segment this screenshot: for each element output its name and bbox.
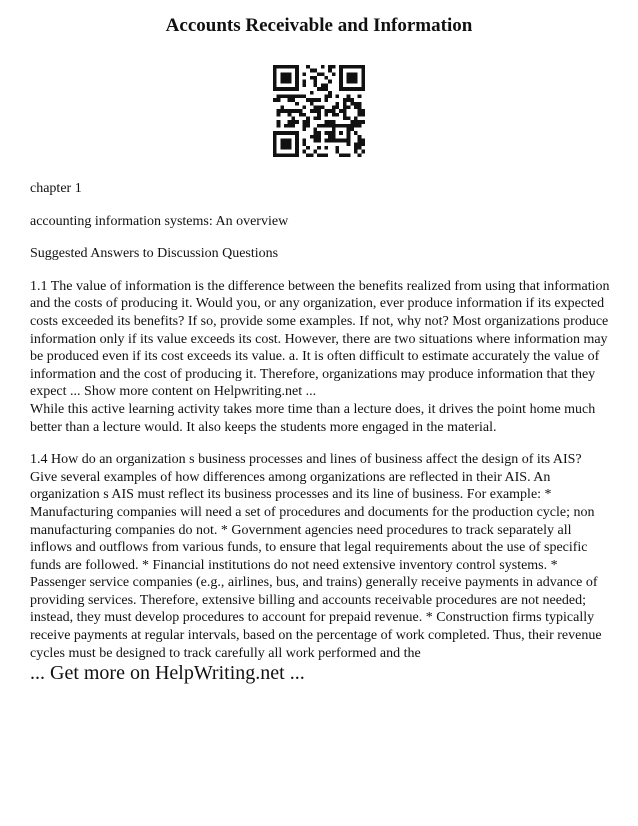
page-title: Accounts Receivable and Information <box>165 15 473 36</box>
qr-code-graphic <box>273 65 365 157</box>
paragraph: 1.4 How do an organization s business processes and lines of business affect the design of its AIS? Give several examples of how differences among organizations are reflected in their AIS. An organization s AIS must reflect its business processes and its line of business. For example: * Manufacturing companies will need a set of procedures and documents for the production cycle; non manufacturing companies do not. * Government agencies need procedures to track separately all inflows and outflows from various funds, to ensure that legal requirements about the use of specific funds are followed. * Financial institutions do not need extensive inventory control systems. * Passenger service companies (e.g., airlines, bus, and trains) generally receive payments in advance of providing services. Therefore, extensive billing and accounts receivable procedures are not needed; instead, they must develop procedures to account for prepaid revenue. * Construction firms typically receive payments at regular intervals, based on the percentage of work completed. Thus, their revenue cycles must be designed to track carefully all work performed and the <box>30 452 602 661</box>
document-subtitle: accounting information systems: An overview <box>30 213 289 229</box>
paragraph: 1.1 The value of information is the difference between the benefits realized from using that information and the costs of producing it. Would you, or any organization, ever produce information if its expected costs exceeded its benefits? If so, provide some examples. If not, why not? Most organizations produce information only if its value exceeds its cost. However, there are two situations where information may be produced even if its cost exceeds its value. a. It is often difficult to estimate accurately the value of information and the cost of producing it. Therefore, organizations may produce information that they expect ... Show more content on Helpwriting.net ... <box>30 278 610 400</box>
get-more-link[interactable]: ... Get more on HelpWriting.net ... <box>30 662 305 684</box>
section-heading: Suggested Answers to Discussion Questions <box>30 246 279 262</box>
qr-code-icon <box>273 65 365 157</box>
chapter-label: chapter 1 <box>30 181 82 196</box>
document-body <box>30 180 612 677</box>
paragraph: While this active learning activity takes more time than a lecture does, it drives the point home much better than a lecture would. It also keeps the students more engaged in the material. <box>30 401 596 435</box>
